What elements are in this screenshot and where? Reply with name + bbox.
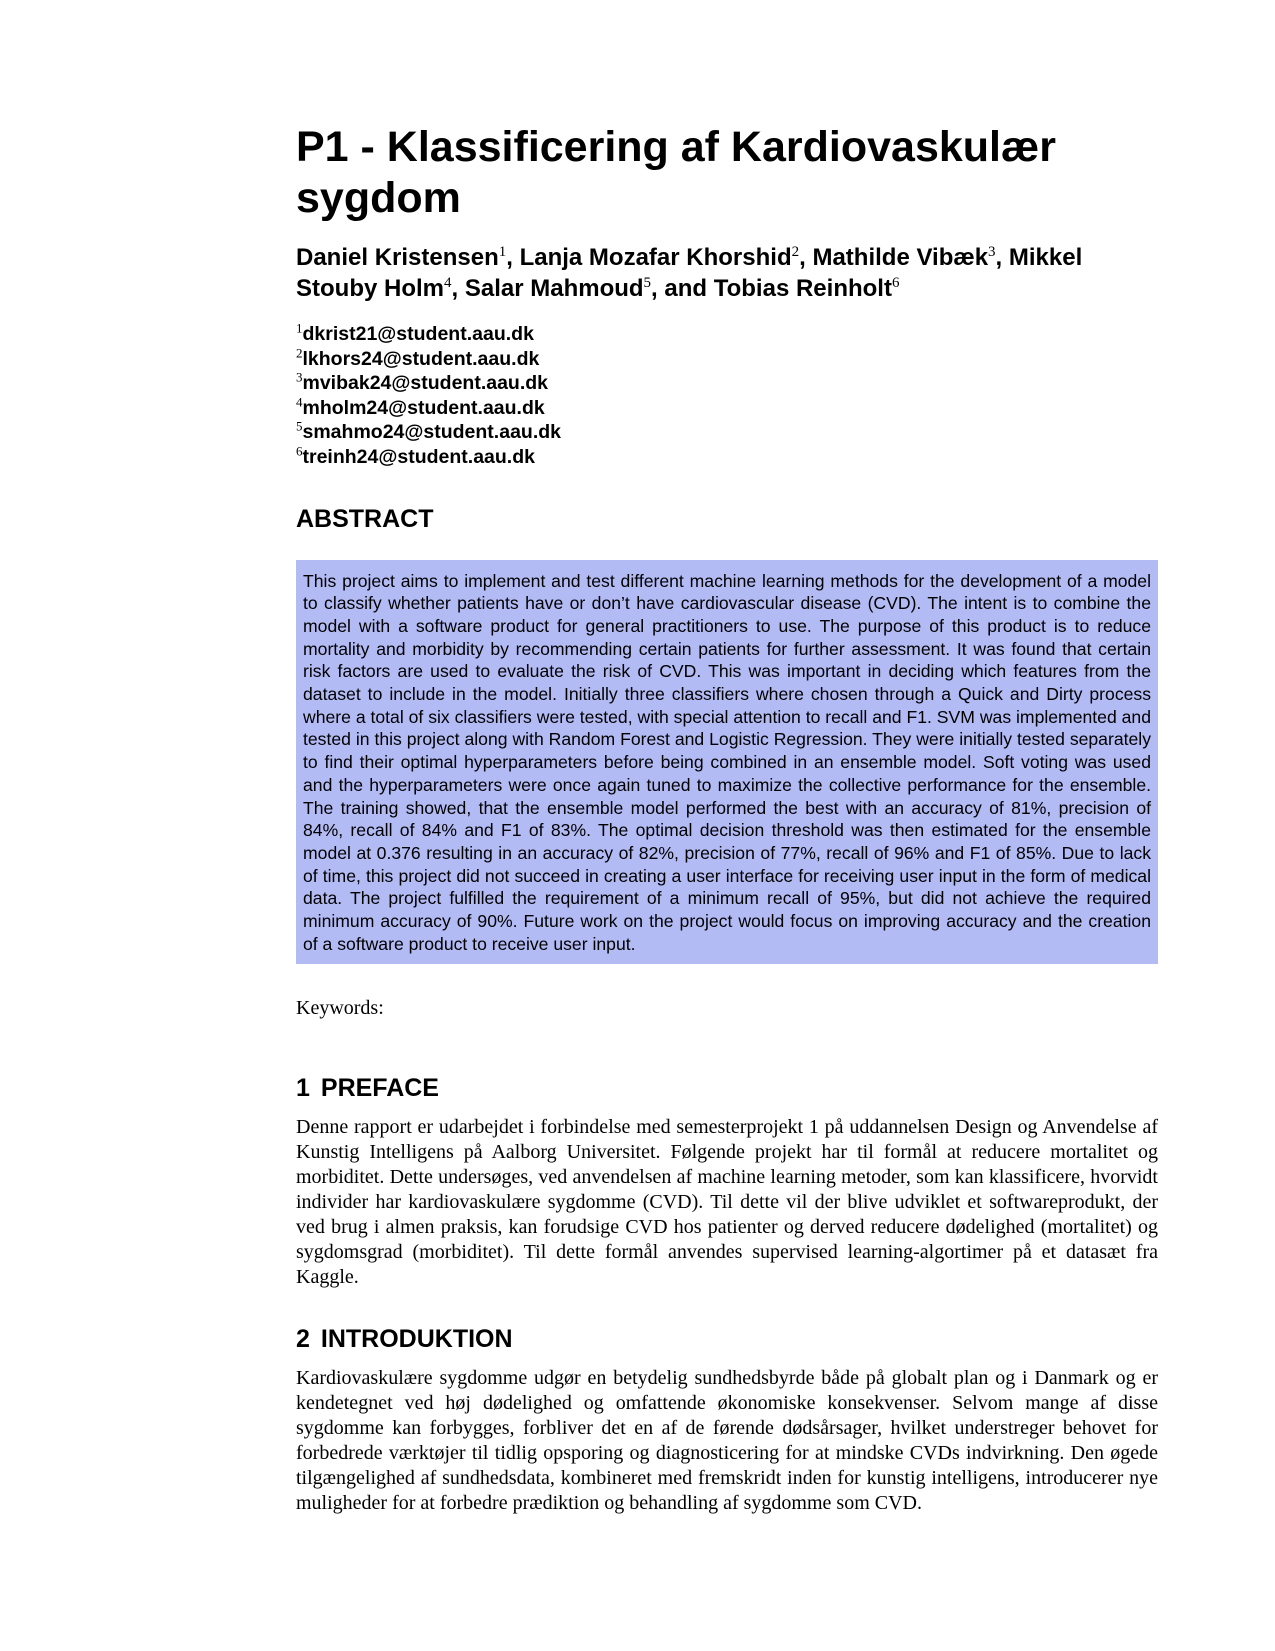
- abstract-heading: ABSTRACT: [296, 504, 434, 533]
- preface-paragraph: Denne rapport er udarbejdet i forbindelse med semesterprojekt 1 på uddannelsen Design og Anvendelse af Kunstig Intelligens på Aalborg Universitet. Følgende projekt har til formål at reducere mortalitet og morbiditet. Dette undersøges, ved anvendelsen af machine learning metoder, som kan klassificere, hvorvidt individer har kardiovaskulære sygdomme (CVD). Til dette vil der blive udviklet et softwareprodukt, der ved brug i almen praksis, kan forudsige CVD hos patienter og derved reducere dødelighed (mortalitet) og sygdomsgrad (morbiditet). Til dette formål anvendes supervised learning-algortimer på et datasæt fra Kaggle.: [296, 1115, 1158, 1288]
- email-entry: [296, 371, 1158, 396]
- paper-title: P1 - Klassificering af Kardiovaskulær sygdom: [296, 123, 1056, 222]
- email-address: smahmo24@student.aau.dk: [302, 421, 561, 444]
- author-separator: ,: [995, 244, 1003, 271]
- section-number: 2: [296, 1324, 310, 1353]
- email-mark: 2: [296, 345, 303, 361]
- keywords-label: Keywords:: [296, 996, 384, 1019]
- email-mark: 4: [296, 394, 303, 410]
- author-affiliation-mark: 2: [791, 244, 800, 260]
- author-affiliation-mark: 1: [498, 244, 507, 260]
- section-heading-introduktion: [296, 1324, 1158, 1354]
- email-mark: 3: [296, 369, 303, 385]
- author-affiliation-mark: 5: [643, 275, 652, 291]
- section-title: PREFACE: [320, 1073, 439, 1102]
- author-name: Mikkel Stouby Holm: [296, 244, 1083, 302]
- email-entry: [296, 347, 1158, 372]
- email-address: dkrist21@student.aau.dk: [302, 323, 534, 345]
- author-name: Mathilde Vibæk: [812, 244, 989, 271]
- author-name: Lanja Mozafar Khorshid: [519, 244, 792, 271]
- section-number: 1: [296, 1073, 310, 1102]
- email-entry: [296, 420, 1158, 445]
- author-affiliation-mark: 6: [891, 275, 900, 291]
- abstract-text: This project aims to implement and test different machine learning methods for the development of a model to classify whether patients have or don’t have cardiovascular disease (CVD). The intent is to combine the model with a software product for general practitioners to use. The purpose of this product is to reduce mortality and morbidity by recommending certain patients for further assessment. It was found that certain risk factors are used to evaluate the risk of CVD. This was important in deciding which features from the dataset to include in the model. Initially three classifiers where chosen through a Quick and Dirty process where a total of six classifiers were tested, with special attention to recall and F1. SVM was implemented and tested in this project along with Random Forest and Logistic Regression. They were initially tested separately to find their optimal hyperparameters before being combined in an ensemble model. Soft voting was used and the hyperparameters were once again tuned to maximize the collective performance for the ensemble. The training showed, that the ensemble model performed the best with an accuracy of 81%, precision of 84%, recall of 84% and F1 of 83%. The optimal decision threshold was then estimated for the ensemble model at 0.376 resulting in an accuracy of 82%, precision of 77%, recall of 96% and F1 of 85%. Due to lack of time, this project did not succeed in creating a user interface for receiving user input in the form of medical data. The project fulfilled the requirement of a minimum recall of 95%, but did not achieve the required minimum accuracy of 90%. Future work on the project would focus on improving accuracy and the creation of a software product to receive user input.: [296, 560, 1158, 964]
- author-name: Tobias Reinholt: [713, 275, 892, 302]
- email-mark: 6: [296, 443, 303, 459]
- author-affiliation-mark: 4: [444, 275, 452, 291]
- email-list: [296, 322, 1158, 470]
- author-separator: ,: [506, 244, 513, 271]
- email-address: lkhors24@student.aau.dk: [302, 347, 540, 370]
- email-address: mvibak24@student.aau.dk: [302, 372, 549, 395]
- email-entry: [296, 445, 1158, 470]
- author-list: [296, 242, 1158, 304]
- paper-page: [296, 122, 1158, 1516]
- author-name: Daniel Kristensen: [296, 244, 499, 271]
- email-address: mholm24@student.aau.dk: [302, 396, 545, 419]
- email-mark: 1: [296, 320, 303, 336]
- author-separator: ,: [451, 275, 459, 302]
- section-heading-preface: [296, 1073, 1158, 1103]
- section-title: INTRODUKTION: [320, 1324, 513, 1353]
- email-address: treinh24@student.aau.dk: [302, 445, 535, 468]
- email-entry: [296, 322, 1158, 347]
- email-entry: [296, 396, 1158, 421]
- author-separator: , and: [651, 275, 708, 302]
- email-mark: 5: [296, 418, 303, 434]
- author-affiliation-mark: 3: [988, 244, 996, 260]
- introduktion-paragraph: Kardiovaskulære sygdomme udgør en betydelig sundhedsbyrde både på globalt plan og i Danmark og er kendetegnet ved høj dødelighed og omfattende økonomiske konsekvenser. Selvom mange af disse sygdomme kan forbygges, forbliver det en af de førende dødsårsager, hvilket understreger behovet for forbedrede værktøjer til tidlig opsporing og diagnosticering for at mindske CVDs indvirkning. Den øgede tilgængelighed af sundhedsdata, kombineret med fremskridt inden for kunstig intelligens, introducerer nye muligheder for at forbedre prædiktion og behandling af sygdomme som CVD.: [296, 1366, 1158, 1514]
- author-name: Salar Mahmoud: [464, 275, 644, 302]
- author-separator: ,: [799, 244, 806, 271]
